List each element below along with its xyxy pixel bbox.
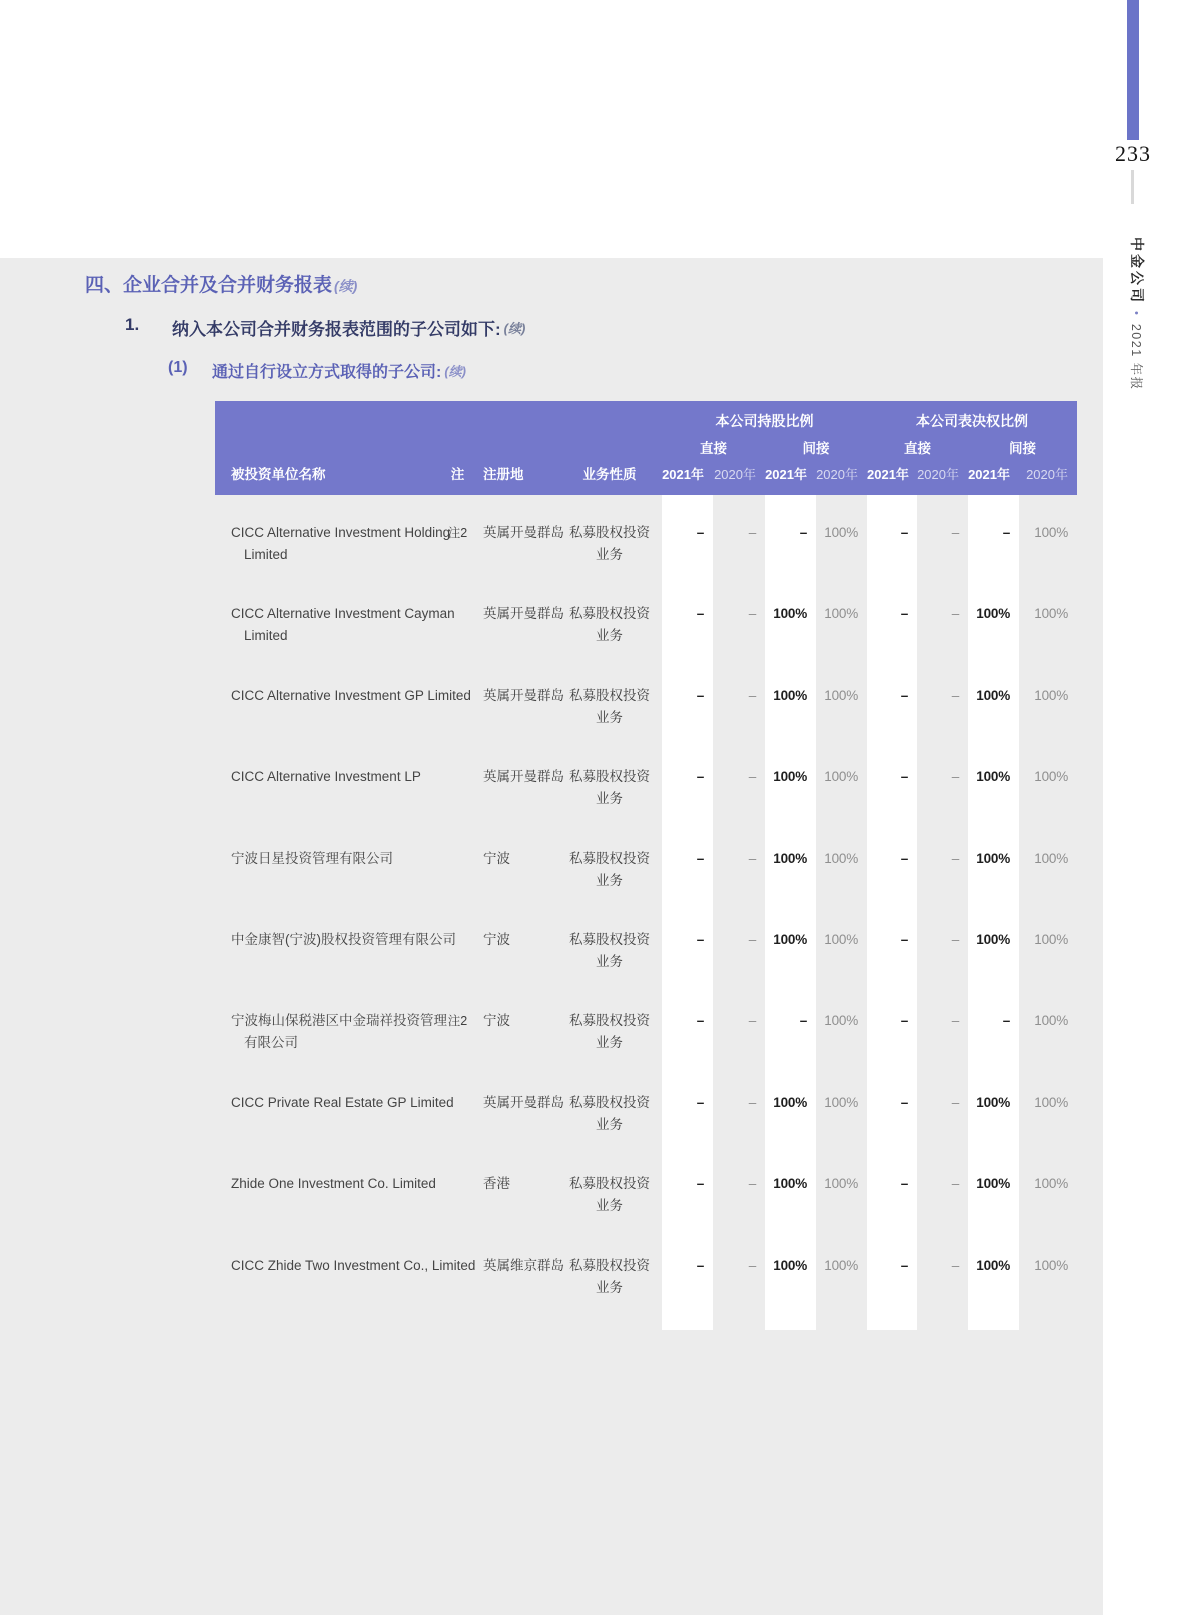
cell-shareholding-direct-2020: – <box>748 850 756 866</box>
company-name-line1: 宁波日星投资管理有限公司 <box>231 850 393 866</box>
cell-registered-place: 英属开曼群岛 <box>483 687 564 703</box>
cell-voting-direct-2020: – <box>951 606 959 622</box>
cell-business-nature <box>557 658 662 739</box>
cell-shareholding-indirect-2021: – <box>799 1013 807 1029</box>
column-group-shareholding: 本公司持股比例 <box>715 413 814 429</box>
cell-shareholding-direct-2021: – <box>696 687 704 703</box>
table-row <box>215 1065 1077 1146</box>
cell-note <box>445 1146 470 1227</box>
cell-voting-direct-2020: – <box>951 931 959 947</box>
header-group-row <box>215 408 1077 434</box>
business-nature-line1: 私募股权投资 <box>569 1013 650 1029</box>
cell-shareholding-direct-2020: – <box>748 525 756 540</box>
subpoint-heading <box>168 359 466 382</box>
cell-company-name <box>215 1065 454 1146</box>
cell-shareholding-indirect-2020: 100% <box>824 931 858 947</box>
cell-shareholding-direct-2020: – <box>748 1257 756 1273</box>
business-nature-line1: 私募股权投资 <box>569 1257 650 1273</box>
cell-registered-place: 宁波 <box>483 1013 510 1029</box>
table-row <box>215 1146 1077 1227</box>
cell-business-nature <box>557 739 662 820</box>
top-accent-bar <box>1127 0 1139 140</box>
subpoint-heading-text: 通过自行设立方式取得的子公司: <box>212 364 442 381</box>
cell-registered-place: 英属开曼群岛 <box>483 606 564 622</box>
business-nature-line2: 业务 <box>596 1116 623 1132</box>
cell-registered-place: 香港 <box>483 1176 510 1192</box>
company-name-line1: CICC Alternative Investment GP Limited <box>231 687 471 703</box>
cell-shareholding-indirect-2021: – <box>799 525 807 540</box>
cell-note <box>445 1065 470 1146</box>
cell-voting-indirect-2020: 100% <box>1034 687 1068 703</box>
section-heading-text: 四、企业合并及合并财务报表 <box>85 275 333 296</box>
cell-voting-direct-2021: – <box>900 525 908 540</box>
business-nature-line2: 业务 <box>596 1035 623 1051</box>
cell-voting-direct-2021: – <box>900 850 908 866</box>
cell-voting-direct-2021: – <box>900 931 908 947</box>
cell-note <box>445 658 470 739</box>
table-row <box>215 495 1077 576</box>
cell-shareholding-indirect-2021: 100% <box>773 606 807 622</box>
table-row <box>215 658 1077 739</box>
column-header-year-2021: 2021年 <box>968 466 1010 482</box>
table-row <box>215 1228 1077 1309</box>
cell-shareholding-direct-2020: – <box>748 931 756 947</box>
cell-shareholding-indirect-2021: 100% <box>773 850 807 866</box>
cell-note <box>445 576 470 657</box>
column-header-year-2021: 2021年 <box>662 466 704 482</box>
cell-shareholding-indirect-2020: 100% <box>824 1013 858 1029</box>
column-header-year-2021: 2021年 <box>765 466 807 482</box>
cell-voting-indirect-2020: 100% <box>1034 525 1068 540</box>
company-name-line1: Zhide One Investment Co. Limited <box>231 1176 436 1192</box>
cell-voting-indirect-2020: 100% <box>1034 769 1068 785</box>
column-header-registered-place: 注册地 <box>483 467 524 482</box>
business-nature-line1: 私募股权投资 <box>569 1176 650 1192</box>
cell-registered-place: 宁波 <box>483 850 510 866</box>
cell-business-nature <box>557 576 662 657</box>
business-nature-line1: 私募股权投资 <box>569 769 650 785</box>
cell-shareholding-direct-2021: – <box>696 931 704 947</box>
sidebar-company-name: 中金公司 <box>1129 237 1145 305</box>
cell-registered-place: 英属开曼群岛 <box>483 769 564 785</box>
cell-shareholding-indirect-2021: 100% <box>773 1257 807 1273</box>
subgroup-voting-indirect: 间接 <box>1009 441 1036 456</box>
business-nature-line2: 业务 <box>596 547 623 562</box>
cell-note: 注2 <box>447 1014 468 1029</box>
cell-voting-indirect-2021: 100% <box>976 1257 1010 1273</box>
cell-shareholding-direct-2021: – <box>696 1176 704 1192</box>
cell-voting-direct-2020: – <box>951 1176 959 1192</box>
cell-voting-indirect-2021: 100% <box>976 606 1010 622</box>
column-group-voting: 本公司表决权比例 <box>916 413 1028 429</box>
cell-voting-direct-2020: – <box>951 850 959 866</box>
cell-shareholding-indirect-2021: 100% <box>773 687 807 703</box>
business-nature-line1: 私募股权投资 <box>569 687 650 703</box>
cell-business-nature <box>557 902 662 983</box>
cell-company-name <box>215 1228 476 1309</box>
cell-shareholding-direct-2021: – <box>696 1094 704 1110</box>
cell-business-nature <box>557 821 662 902</box>
business-nature-line2: 业务 <box>596 872 623 888</box>
table-row <box>215 821 1077 902</box>
business-nature-line2: 业务 <box>596 953 623 969</box>
cell-company-name <box>215 495 451 576</box>
business-nature-line2: 业务 <box>596 628 623 644</box>
cell-voting-direct-2020: – <box>951 1257 959 1273</box>
subgroup-shareholding-indirect: 间接 <box>802 441 830 456</box>
cell-business-nature <box>557 1065 662 1146</box>
cell-note: 注2 <box>447 526 468 540</box>
cell-voting-indirect-2020: 100% <box>1034 850 1068 866</box>
table-row <box>215 576 1077 657</box>
cell-voting-indirect-2021: 100% <box>976 1176 1010 1192</box>
cell-registered-place: 英属维京群岛 <box>483 1257 564 1273</box>
cell-shareholding-direct-2021: – <box>696 1013 704 1029</box>
cell-registered-place: 英属开曼群岛 <box>483 525 564 540</box>
cell-voting-indirect-2020: 100% <box>1034 1257 1068 1273</box>
cell-shareholding-direct-2020: – <box>748 687 756 703</box>
cell-note <box>445 1228 470 1309</box>
cell-voting-direct-2021: – <box>900 606 908 622</box>
cell-voting-indirect-2020: 100% <box>1034 1094 1068 1110</box>
business-nature-line1: 私募股权投资 <box>569 606 650 622</box>
cell-shareholding-direct-2020: – <box>748 1176 756 1192</box>
business-nature-line1: 私募股权投资 <box>569 1094 650 1110</box>
cell-voting-direct-2021: – <box>900 1176 908 1192</box>
cell-voting-indirect-2021: – <box>1002 525 1010 540</box>
cell-company-name <box>215 739 445 820</box>
cell-note <box>445 739 470 820</box>
column-header-year-2020: 2020年 <box>1026 466 1068 482</box>
subsidiaries-table <box>215 401 1077 1330</box>
cell-business-nature <box>557 1146 662 1227</box>
column-header-year-2021: 2021年 <box>867 466 909 482</box>
cell-voting-direct-2021: – <box>900 769 908 785</box>
table-row <box>215 902 1077 983</box>
column-header-note: 注 <box>450 467 465 482</box>
cell-voting-direct-2020: – <box>951 1094 959 1110</box>
business-nature-line1: 私募股权投资 <box>569 525 650 540</box>
cell-business-nature <box>557 983 662 1064</box>
cell-voting-indirect-2021: 100% <box>976 769 1010 785</box>
cell-voting-indirect-2020: 100% <box>1034 606 1068 622</box>
header-columns-row <box>215 460 1077 486</box>
cell-shareholding-indirect-2021: 100% <box>773 1094 807 1110</box>
cell-registered-place: 宁波 <box>483 931 510 947</box>
sidebar-vertical-text <box>1127 237 1146 391</box>
cell-company-name <box>215 576 455 657</box>
cell-shareholding-direct-2021: – <box>696 1257 704 1273</box>
cell-voting-direct-2021: – <box>900 1013 908 1029</box>
company-name-line1: CICC Alternative Investment Cayman <box>231 606 455 622</box>
company-name-line2: 有限公司 <box>244 1035 298 1051</box>
subsection-heading <box>125 315 525 340</box>
subgroup-shareholding-direct: 直接 <box>700 441 727 456</box>
cell-voting-direct-2021: – <box>900 1094 908 1110</box>
cell-shareholding-indirect-2020: 100% <box>824 687 858 703</box>
cell-shareholding-indirect-2020: 100% <box>824 606 858 622</box>
company-name-line2: Limited <box>244 547 288 562</box>
cell-shareholding-indirect-2020: 100% <box>824 525 858 540</box>
page-number-rule <box>1131 170 1134 204</box>
section-heading <box>85 270 357 297</box>
cell-shareholding-direct-2020: – <box>748 769 756 785</box>
cell-shareholding-direct-2021: – <box>696 525 704 540</box>
business-nature-line2: 业务 <box>596 1198 623 1214</box>
cell-shareholding-indirect-2021: 100% <box>773 769 807 785</box>
cell-shareholding-direct-2020: – <box>748 1013 756 1029</box>
cell-voting-indirect-2020: 100% <box>1034 1176 1068 1192</box>
business-nature-line2: 业务 <box>596 709 623 725</box>
cell-voting-indirect-2021: 100% <box>976 687 1010 703</box>
cell-business-nature <box>557 495 662 576</box>
cell-note <box>445 902 470 983</box>
cell-company-name <box>215 821 445 902</box>
business-nature-line1: 私募股权投资 <box>569 850 650 866</box>
business-nature-line2: 业务 <box>596 1279 623 1295</box>
cell-voting-direct-2020: – <box>951 525 959 540</box>
page-number: 233 <box>1115 141 1151 166</box>
subpoint-heading-continued: (续) <box>444 364 467 379</box>
company-name-line1: CICC Alternative Investment Holding <box>231 525 451 540</box>
subsection-number: 1. <box>125 315 140 334</box>
subgroup-voting-direct: 直接 <box>904 441 931 456</box>
cell-shareholding-direct-2020: – <box>748 1094 756 1110</box>
cell-registered-place: 英属开曼群岛 <box>483 1094 564 1110</box>
business-nature-line1: 私募股权投资 <box>569 931 650 947</box>
column-header-investee-name: 被投资单位名称 <box>231 467 326 482</box>
cell-company-name <box>215 902 456 983</box>
section-heading-continued: (续) <box>334 278 358 294</box>
sidebar-report-year: 2021 年报 <box>1129 323 1143 391</box>
cell-shareholding-indirect-2021: 100% <box>773 931 807 947</box>
cell-voting-direct-2021: – <box>900 687 908 703</box>
cell-shareholding-indirect-2020: 100% <box>824 1094 858 1110</box>
cell-voting-direct-2020: – <box>951 687 959 703</box>
cell-shareholding-indirect-2020: 100% <box>824 1257 858 1273</box>
business-nature-line2: 业务 <box>596 791 623 807</box>
cell-shareholding-indirect-2020: 100% <box>824 850 858 866</box>
cell-voting-indirect-2020: 100% <box>1034 931 1068 947</box>
column-header-year-2020: 2020年 <box>917 466 959 482</box>
company-name-line1: 宁波梅山保税港区中金瑞祥投资管理 <box>231 1013 447 1029</box>
cell-voting-direct-2020: – <box>951 1013 959 1029</box>
cell-shareholding-indirect-2020: 100% <box>824 769 858 785</box>
column-header-business-nature: 业务性质 <box>582 467 637 482</box>
table-body <box>215 495 1077 1330</box>
cell-shareholding-direct-2021: – <box>696 850 704 866</box>
company-name-line2: Limited <box>244 628 288 644</box>
company-name-line1: CICC Zhide Two Investment Co., Limited <box>231 1257 476 1273</box>
cell-shareholding-direct-2021: – <box>696 769 704 785</box>
cell-shareholding-indirect-2020: 100% <box>824 1176 858 1192</box>
cell-voting-direct-2020: – <box>951 769 959 785</box>
company-name-line1: 中金康智(宁波)股权投资管理有限公司 <box>231 931 456 947</box>
company-name-line1: CICC Alternative Investment LP <box>231 769 421 785</box>
cell-voting-indirect-2021: 100% <box>976 1094 1010 1110</box>
table-row <box>215 739 1077 820</box>
subsection-heading-continued: (续) <box>503 321 526 336</box>
subsection-heading-text: 纳入本公司合并财务报表范围的子公司如下: <box>172 320 501 339</box>
cell-voting-indirect-2020: 100% <box>1034 1013 1068 1029</box>
subpoint-number: (1) <box>168 359 188 376</box>
column-header-year-2020: 2020年 <box>816 466 858 482</box>
cell-voting-direct-2021: – <box>900 1257 908 1273</box>
company-name-line1: CICC Private Real Estate GP Limited <box>231 1094 454 1110</box>
sidebar-dot-separator: • <box>1130 311 1142 315</box>
cell-company-name <box>215 658 471 739</box>
column-header-year-2020: 2020年 <box>714 466 756 482</box>
table-header <box>215 401 1077 495</box>
cell-voting-indirect-2021: 100% <box>976 850 1010 866</box>
cell-company-name <box>215 983 445 1064</box>
table-row <box>215 983 1077 1064</box>
cell-business-nature <box>557 1228 662 1309</box>
cell-shareholding-direct-2021: – <box>696 606 704 622</box>
cell-note <box>445 821 470 902</box>
cell-voting-indirect-2021: – <box>1002 1013 1010 1029</box>
cell-shareholding-direct-2020: – <box>748 606 756 622</box>
cell-company-name <box>215 1146 445 1227</box>
header-subgroup-row <box>215 434 1077 460</box>
cell-voting-indirect-2021: 100% <box>976 931 1010 947</box>
cell-shareholding-indirect-2021: 100% <box>773 1176 807 1192</box>
